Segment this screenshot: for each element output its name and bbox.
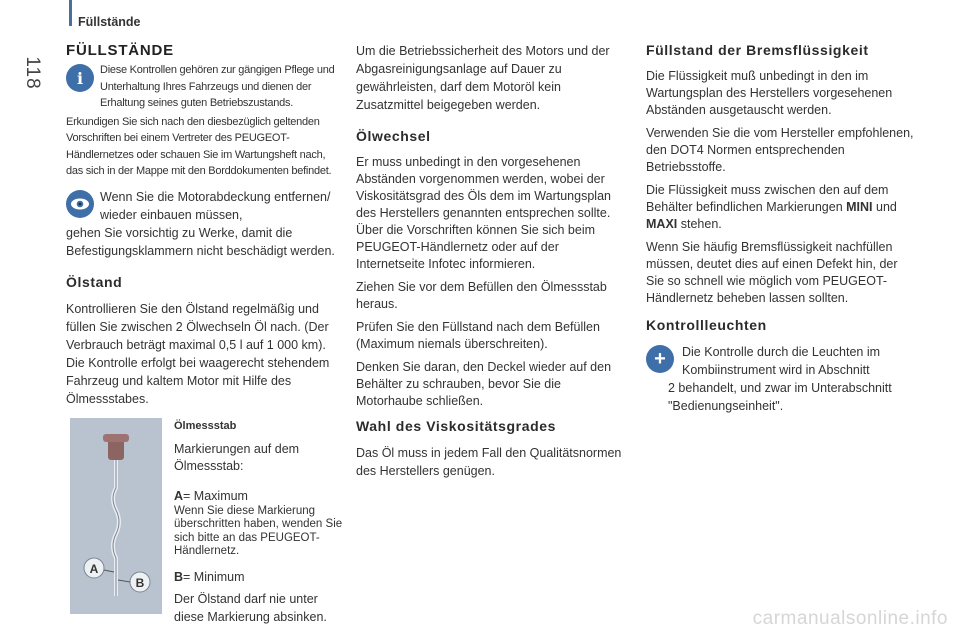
viscosity-text: Das Öl muss in jedem Fall den Qualitätsnormen des Herstellers genügen. <box>356 446 622 478</box>
brake-fluid-p1: Die Flüssigkeit muß unbedingt in den im Wartungsplan des Herstellers vorgesehenen Abständen ausgetauscht werden. <box>646 69 893 117</box>
oil-change-p3: Prüfen Sie den Füllstand nach dem Befüllen (Maximum niemals überschreiten). <box>356 320 600 351</box>
oil-change-p2: Ziehen Sie vor dem Befüllen den Ölmessstab heraus. <box>356 280 607 311</box>
eye-note-text-indent: Wenn Sie die Motorabdeckung entfernen/ wieder einbauen müssen, <box>100 189 331 222</box>
maxi-mark: MAXI <box>646 217 678 231</box>
min-line <box>174 569 346 586</box>
dipstick-drawing <box>70 418 162 614</box>
plus-icon: + <box>646 345 674 373</box>
column-middle <box>356 42 630 480</box>
viscosity-heading: Wahl des Viskositätsgrades <box>356 418 557 434</box>
oil-level-heading: Ölstand <box>66 273 123 290</box>
min-label: = Minimum <box>183 569 245 584</box>
brake-fluid-p3-post: stehen. <box>680 217 722 231</box>
dipstick-text <box>174 418 346 626</box>
info-note <box>66 62 344 112</box>
info-note-text-indent: Diese Kontrollen gehören zur gängigen Pflege und Unterhaltung Ihres Fahrzeugs und dienen der Erhaltung seines guten Betriebszustands. <box>100 64 335 109</box>
brake-fluid-p3 <box>646 182 918 233</box>
dipstick-illustration <box>70 418 162 614</box>
min-text: Der Ölstand darf nie unter diese Markierung absinken. <box>174 591 327 624</box>
site-watermark: carmanualsonline.info <box>752 608 948 629</box>
column-right <box>646 38 918 415</box>
page-title: FÜLLSTÄNDE <box>66 42 174 59</box>
max-label: = Maximum <box>183 488 248 503</box>
mini-mark: MINI <box>846 200 873 214</box>
dipstick-title: Ölmessstab <box>174 419 237 432</box>
oil-change-body <box>356 154 630 410</box>
eye-note <box>66 188 344 224</box>
brake-fluid-p3-mid: und <box>876 200 897 214</box>
oil-change-p4: Denken Sie daran, den Deckel wieder auf den Behälter zu schrauben, bevor Sie die Motorhaube schließen. <box>356 360 612 408</box>
eye-note-text: gehen Sie vorsichtig zu Werke, damit die Befestigungsklammern nicht beschädigt werden. <box>66 225 335 258</box>
max-line <box>174 488 346 505</box>
page-number: 118 <box>22 56 43 90</box>
eye-icon-glyph <box>70 197 90 211</box>
eye-icon <box>66 190 94 218</box>
marker-a-label: A <box>89 561 99 576</box>
oil-change-p1: Er muss unbedingt in den vorgesehenen Abständen vorgenommen werden, wobei der Viskositätsgrad des Öls dem im Wartungsplan des Herstellers genannten entsprechen sollte. Über die Vorschriften können Sie sich beim PEUGEOT-Händlernetz oder auf der Internetseite Infotec informieren. <box>356 155 611 271</box>
section-header-title: Füllstände <box>78 15 141 29</box>
warning-lamps-heading: Kontrollleuchten <box>646 317 767 333</box>
max-letter: A <box>174 488 184 503</box>
oil-change-heading: Ölwechsel <box>356 128 431 144</box>
min-letter: B <box>174 569 184 584</box>
dipstick-intro: Markierungen auf dem Ölmessstab: <box>174 441 300 473</box>
brake-fluid-p2: Verwenden Sie die vom Hersteller empfohlenen, den DOT4 Normen entsprechenden Betriebsstoffe. <box>646 126 914 174</box>
info-note-text: Erkundigen Sie sich nach den diesbezüglich geltenden Vorschriften bei einem Vertreter des PEUGEOT-Händlernetzes oder schauen Sie im Wartungsheft nach, das sich in der Mappe mit den Borddokumenten befindet. <box>66 115 332 177</box>
warning-lamps-note <box>646 343 918 379</box>
additive-warning: Um die Betriebssicherheit des Motors und der Abgasreinigungsanlage auf Dauer zu gewährleisten, darf dem Motoröl kein Zusatzmittel beigegeben werden. <box>356 44 610 112</box>
column-left <box>66 38 344 624</box>
warning-lamps-text: 2 behandelt, und zwar im Unterabschnitt "Bedienungseinheit". <box>668 381 892 413</box>
brake-fluid-heading: Füllstand der Bremsflüssigkeit <box>646 42 869 58</box>
dipstick-section <box>66 418 344 624</box>
brake-fluid-p3-pre: Die Flüssigkeit muss zwischen den auf dem Behälter befindlichen Markierungen <box>646 183 889 214</box>
max-text: Wenn Sie diese Markierung überschritten haben, wenden Sie sich bitte an das PEUGEOT-Händlernetz. <box>174 504 343 557</box>
brake-fluid-body <box>646 68 918 307</box>
warning-lamps-text-indent: Die Kontrolle durch die Leuchten im Kombiinstrument wird in Abschnitt <box>682 345 881 377</box>
oil-level-text: Kontrollieren Sie den Ölstand regelmäßig und füllen Sie zwischen 2 Ölwechseln Öl nach. (Der Verbrauch beträgt maximal 0,5 l auf 1 000 km). Die Kontrolle erfolgt bei waagerecht stehendem Fahrzeug und kaltem Motor mit Hilfe des Ölmessstabes. <box>66 301 330 406</box>
brake-fluid-p4: Wenn Sie häufig Bremsflüssigkeit nachfüllen müssen, deutet dies auf einen Defekt hin, der Sie so schnell wie möglich vom PEUGEOT-Händlernetz beheben lassen sollten. <box>646 240 898 305</box>
marker-b-label: B <box>135 575 145 590</box>
header-accent-bar <box>69 0 72 26</box>
info-icon: i <box>66 64 94 92</box>
